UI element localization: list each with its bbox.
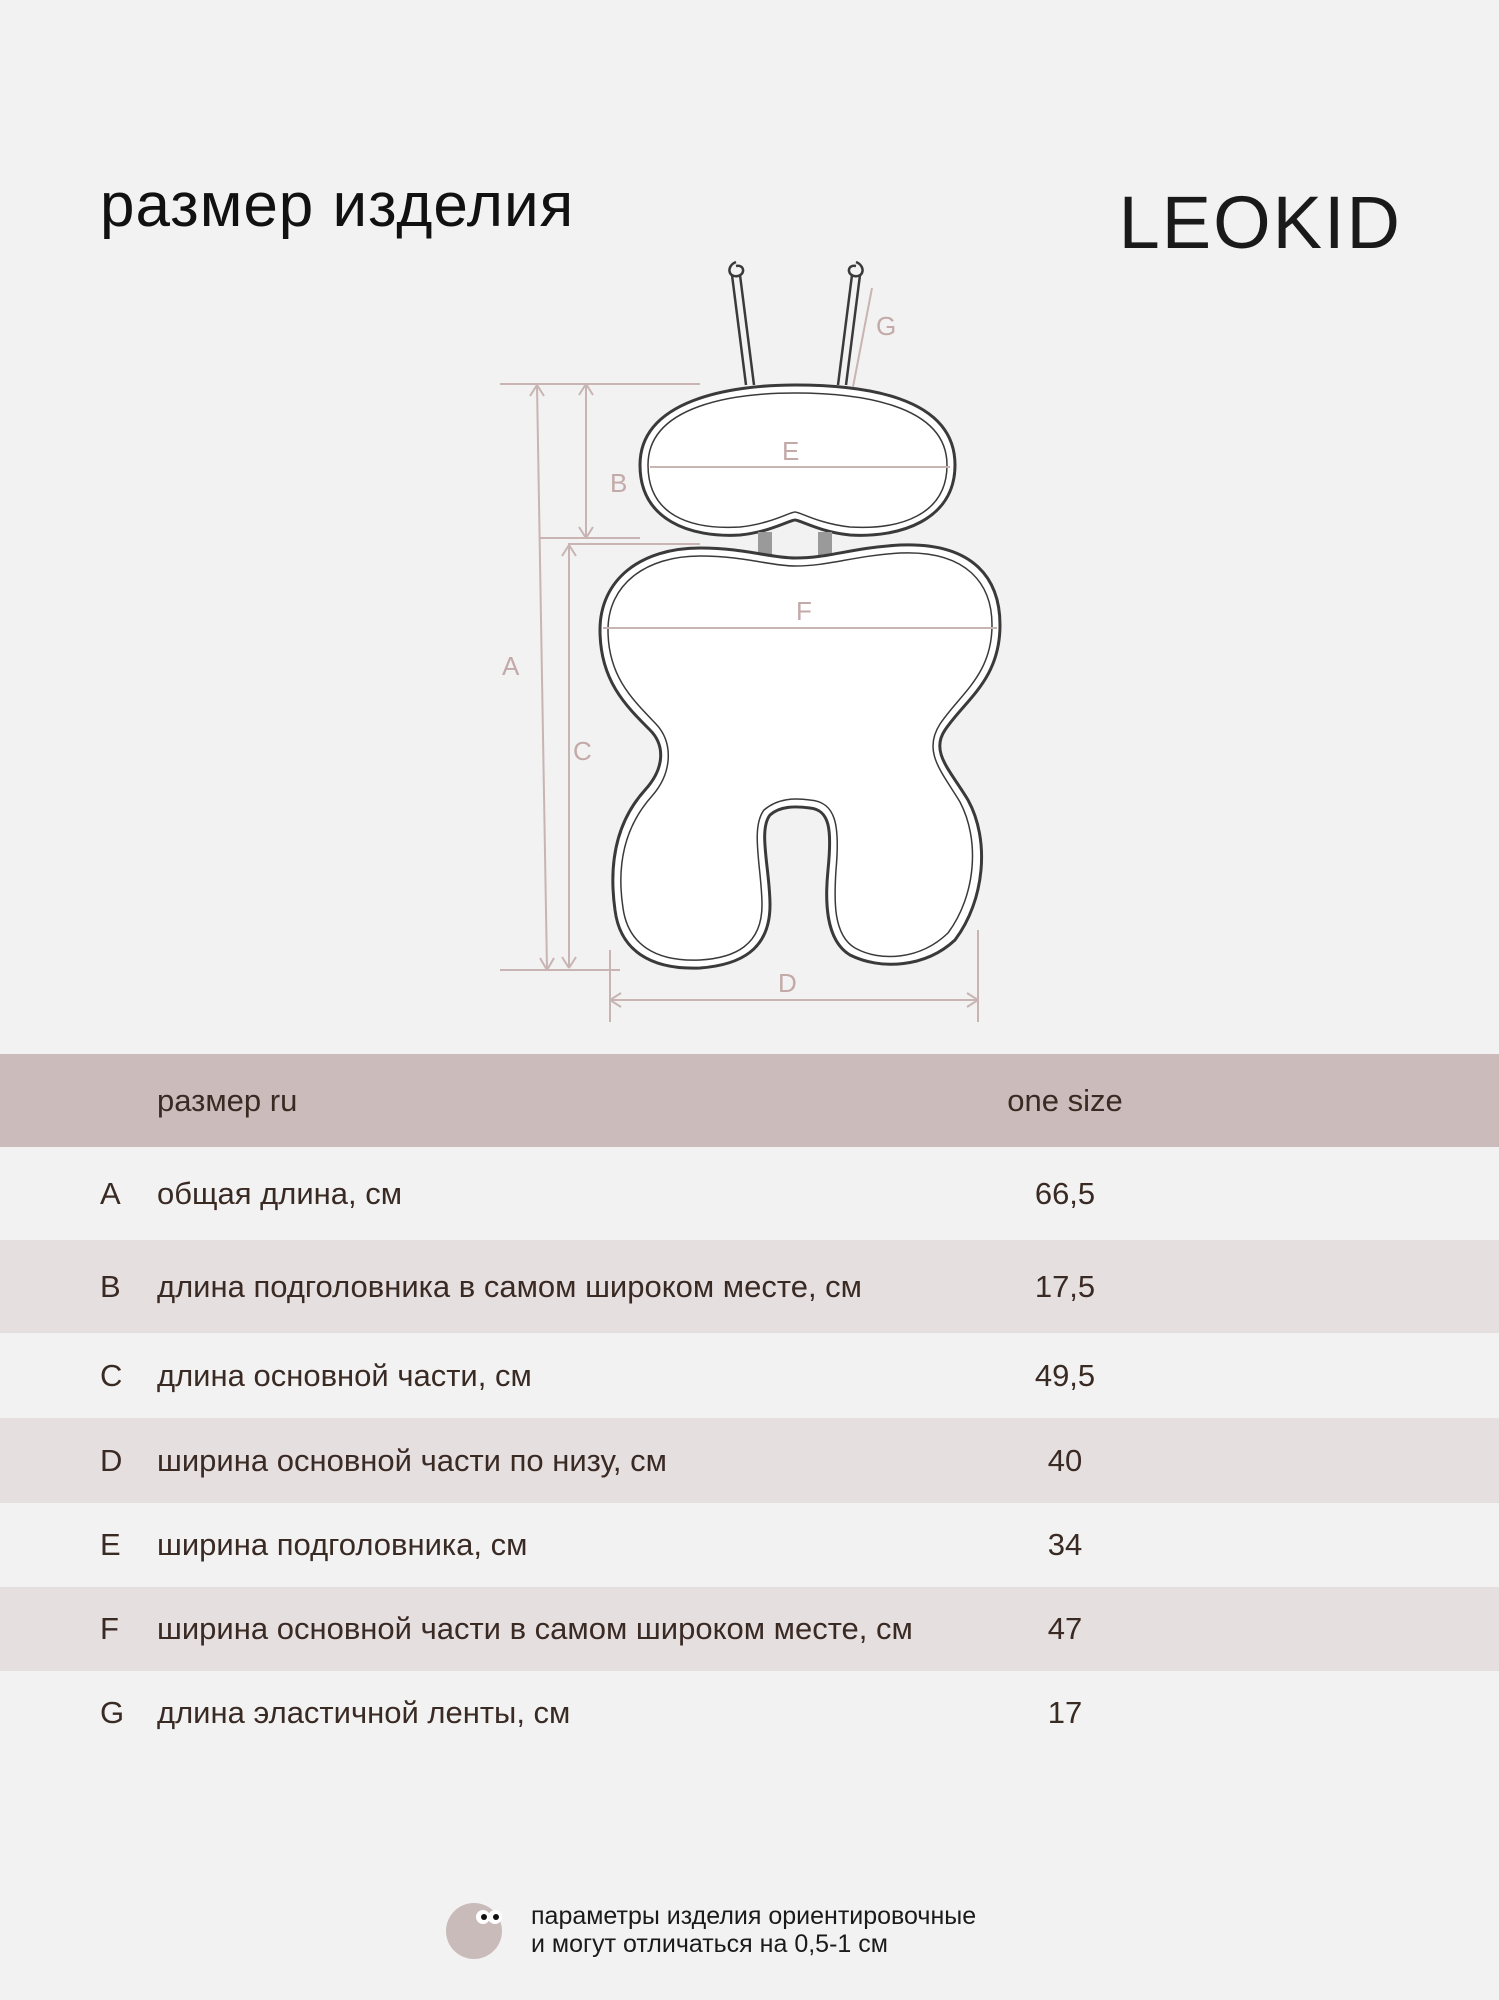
row-letter: B (100, 1268, 121, 1304)
row-value: 49,5 (1034, 1357, 1096, 1393)
dim-label-c: C (573, 736, 592, 766)
table-header (0, 1054, 1499, 1147)
dim-label-d: D (778, 968, 797, 998)
footer-note (445, 1900, 1145, 1960)
row-letter: F (100, 1611, 119, 1646)
row-value: 17,5 (1034, 1268, 1096, 1304)
row-letter: A (100, 1175, 121, 1211)
row-value: 66,5 (1034, 1175, 1096, 1211)
dim-label-b: B (610, 468, 628, 498)
row-label: общая длина, см (157, 1175, 403, 1211)
row-letter: D (100, 1442, 123, 1478)
dim-label-g: G (876, 311, 897, 341)
row-label: ширина подголовника, см (157, 1527, 528, 1562)
table-row (0, 1147, 1499, 1240)
row-label: ширина основной части по низу, см (157, 1442, 667, 1478)
table-row (0, 1671, 1499, 1755)
row-label: ширина основной части в самом широком месте, см (157, 1611, 913, 1646)
disclaimer-line-1: параметры изделия ориентировочные (531, 1902, 977, 1930)
product-diagram (480, 250, 1040, 1050)
row-letter: C (100, 1357, 123, 1393)
disclaimer-text (531, 1902, 976, 1958)
table-row (0, 1418, 1499, 1503)
dim-label-f: F (796, 596, 812, 626)
row-letter: G (100, 1695, 125, 1730)
disclaimer-line-2: и могут отличаться на 0,5-1 см (531, 1930, 888, 1958)
table-row (0, 1587, 1499, 1671)
mascot-circle-icon (445, 1902, 503, 1960)
row-value: 47 (1047, 1611, 1083, 1646)
row-label: длина эластичной ленты, см (157, 1695, 571, 1730)
row-value: 40 (1047, 1442, 1083, 1478)
dim-label-a: A (502, 651, 520, 681)
row-letter: E (100, 1527, 121, 1562)
table-row (0, 1240, 1499, 1333)
size-table (0, 1054, 1499, 1755)
row-label: длина основной части, см (157, 1357, 532, 1393)
row-label: длина подголовника в самом широком месте, см (157, 1268, 862, 1304)
header-value: one size (1007, 1082, 1123, 1118)
row-value: 17 (1047, 1695, 1083, 1730)
dim-label-e: E (782, 436, 800, 466)
header-label: размер ru (157, 1082, 298, 1118)
table-row (0, 1333, 1499, 1418)
brand-logo: LEOKID (1118, 181, 1402, 264)
strap-right (838, 262, 863, 385)
strap-left (729, 262, 754, 385)
page-title: размер изделия (100, 171, 575, 240)
row-value: 34 (1047, 1527, 1083, 1562)
table-row (0, 1503, 1499, 1587)
